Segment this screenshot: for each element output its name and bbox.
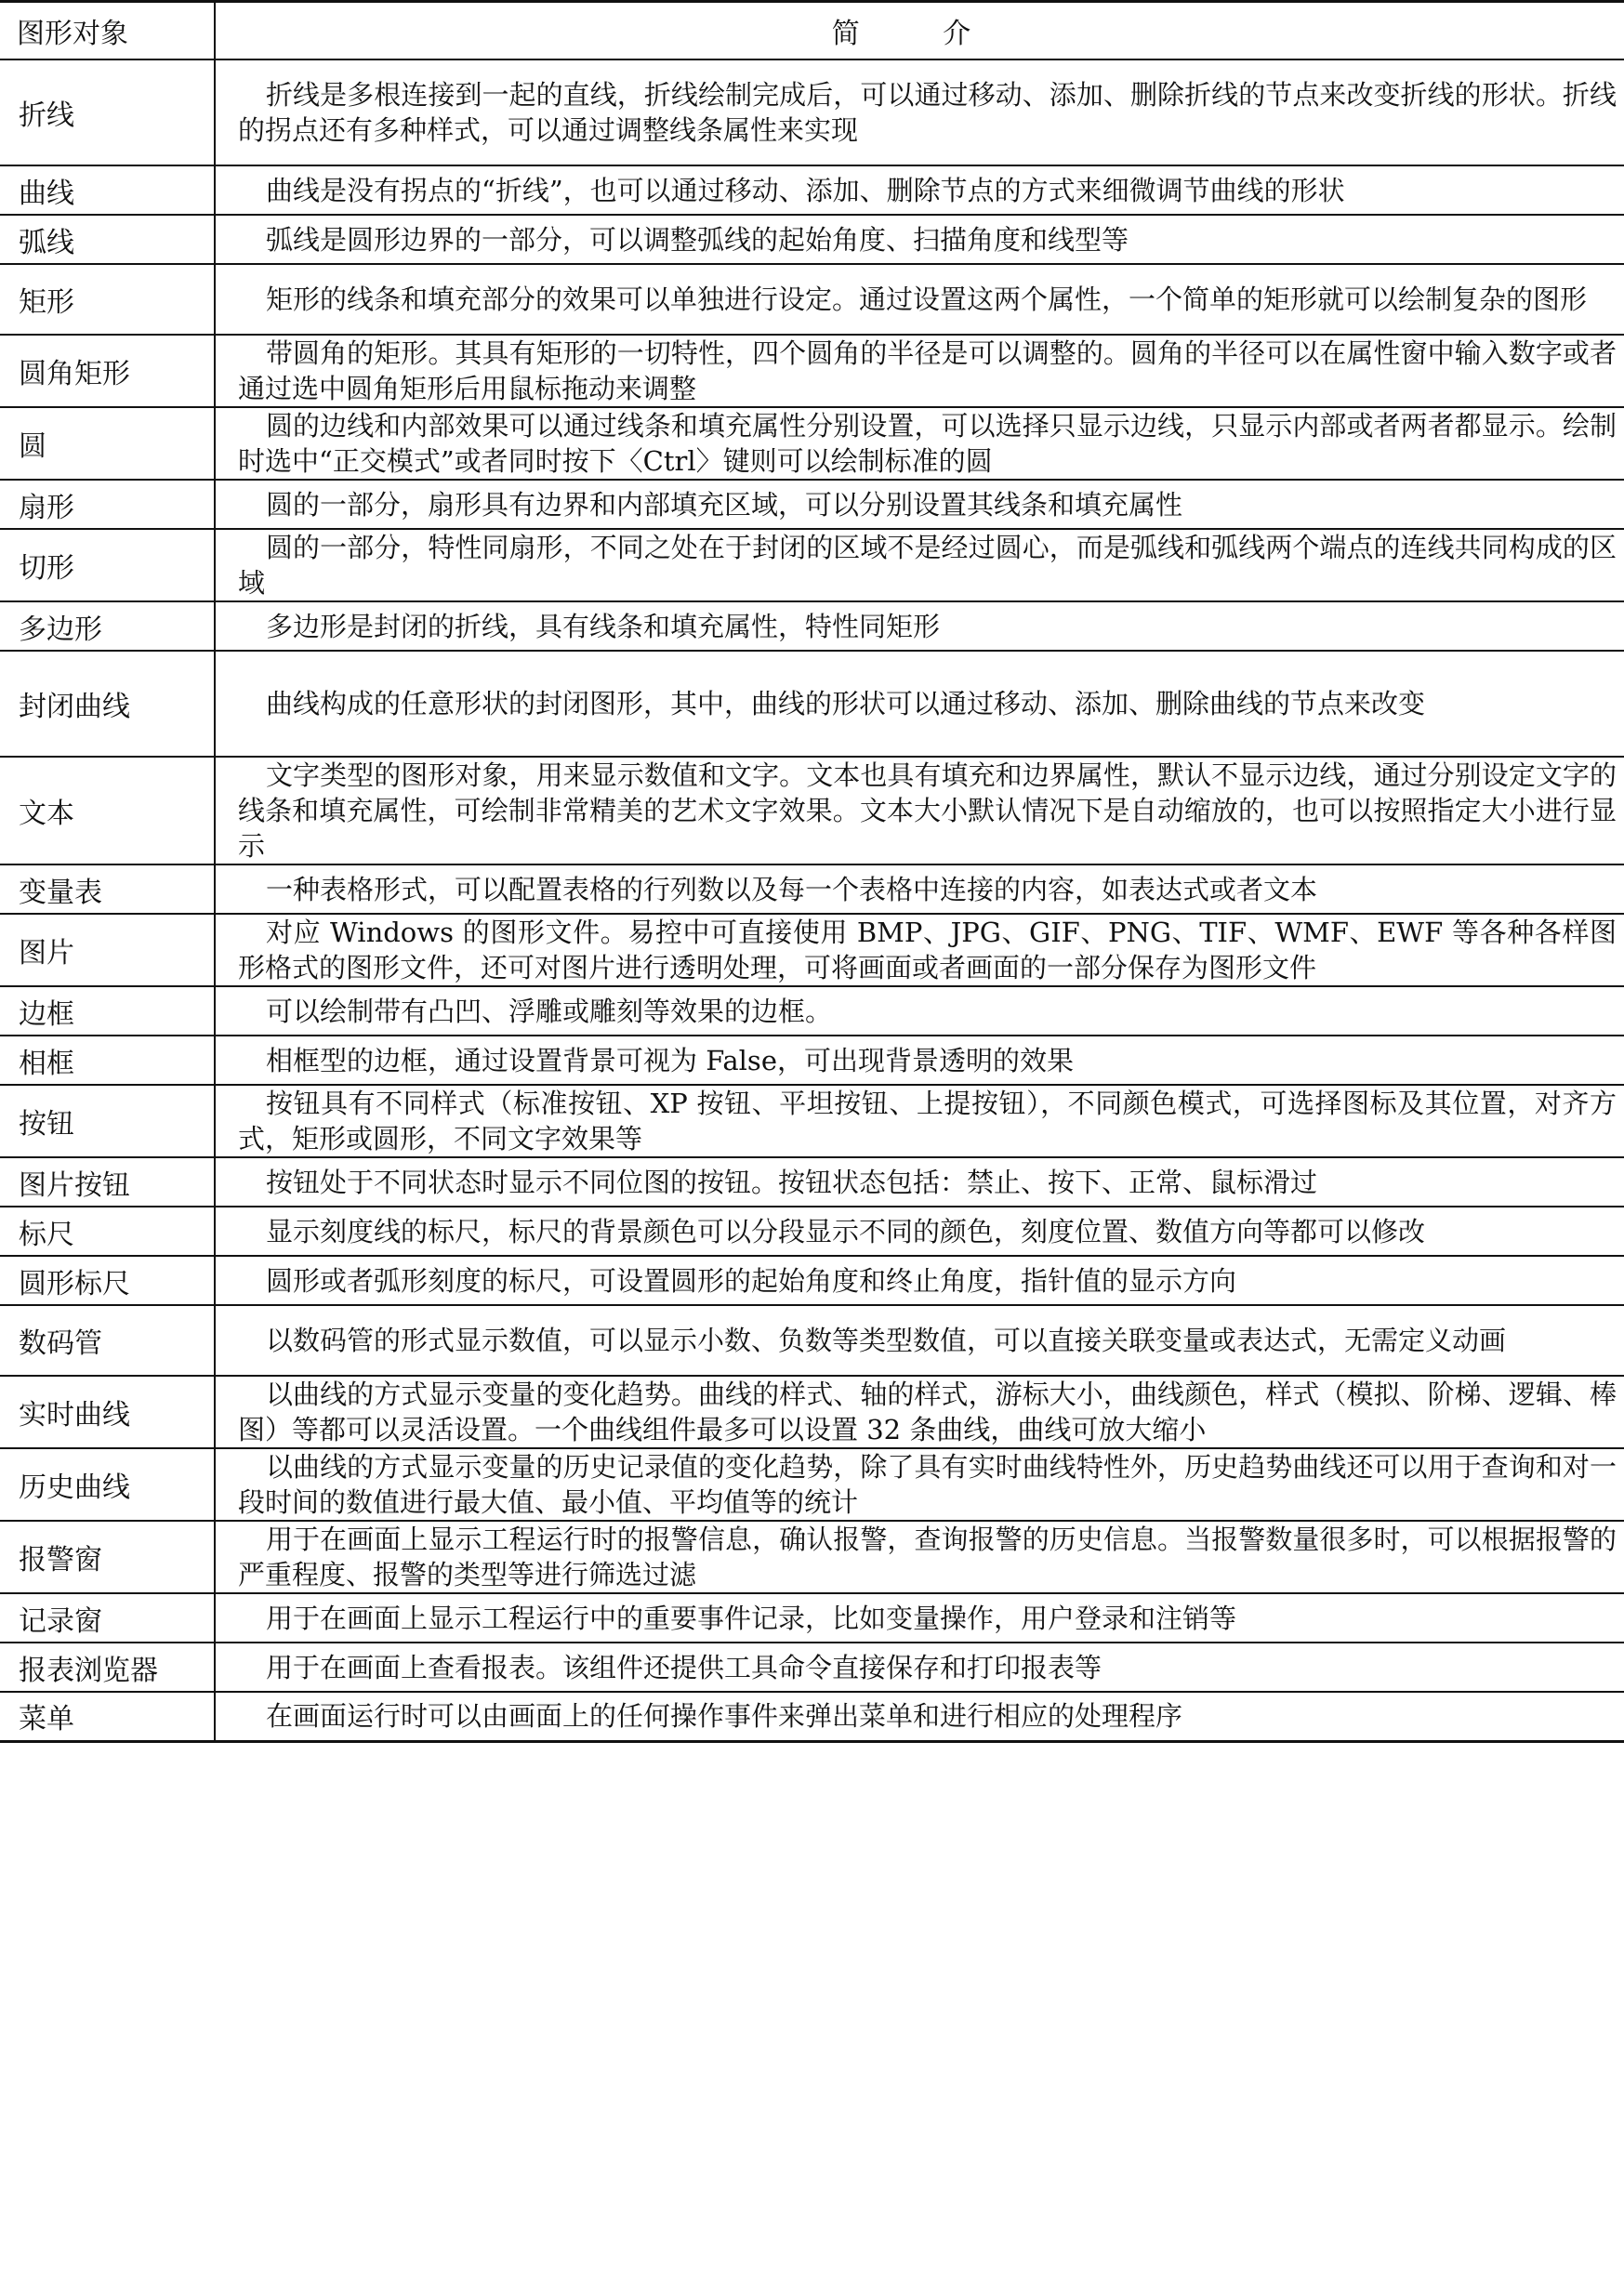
- table-row: [0, 651, 1624, 757]
- table-row: [0, 165, 1624, 215]
- object-description-cell: 折线是多根连接到一起的直线，折线绘制完成后，可以通过移动、添加、删除折线的节点来改变折线的形状。折线的拐点还有多种样式，可以通过调整线条属性来实现: [215, 59, 1624, 165]
- table-row: [0, 1376, 1624, 1448]
- table-row: [0, 1593, 1624, 1643]
- table-row: [0, 215, 1624, 264]
- object-name-cell: 矩形: [0, 264, 215, 335]
- object-name-cell: 图片: [0, 914, 215, 986]
- object-description-cell: 对应 Windows 的图形文件。易控中可直接使用 BMP、JPG、GIF、PNG、TIF、WMF、EWF 等各种各样图形格式的图形文件，还可对图片进行透明处理，可将画面或者画面的一部分保存为图形文件: [215, 914, 1624, 986]
- table-body: [0, 59, 1624, 1741]
- object-name-cell: 文本: [0, 757, 215, 864]
- object-description-cell: 弧线是圆形边界的一部分，可以调整弧线的起始角度、扫描角度和线型等: [215, 215, 1624, 264]
- object-description-cell: 曲线构成的任意形状的封闭图形，其中，曲线的形状可以通过移动、添加、删除曲线的节点来改变: [215, 651, 1624, 757]
- object-name-cell: 数码管: [0, 1305, 215, 1376]
- object-description-cell: 用于在画面上查看报表。该组件还提供工具命令直接保存和打印报表等: [215, 1643, 1624, 1692]
- object-name-cell: 圆角矩形: [0, 335, 215, 407]
- object-description-cell: 多边形是封闭的折线，具有线条和填充属性，特性同矩形: [215, 601, 1624, 651]
- object-name-cell: 记录窗: [0, 1593, 215, 1643]
- object-description-cell: 一种表格形式，可以配置表格的行列数以及每一个表格中连接的内容，如表达式或者文本: [215, 864, 1624, 914]
- table-row: [0, 1085, 1624, 1157]
- object-name-cell: 报警窗: [0, 1521, 215, 1593]
- table-row: [0, 1643, 1624, 1692]
- object-description-cell: 圆的一部分，特性同扇形，不同之处在于封闭的区域不是经过圆心，而是弧线和弧线两个端点的连线共同构成的区域: [215, 529, 1624, 601]
- object-name-cell: 折线: [0, 59, 215, 165]
- object-name-cell: 变量表: [0, 864, 215, 914]
- object-description-cell: 文字类型的图形对象，用来显示数值和文字。文本也具有填充和边界属性，默认不显示边线，通过分别设定文字的线条和填充属性，可绘制非常精美的艺术文字效果。文本大小默认情况下是自动缩放的，也可以按照指定大小进行显示: [215, 757, 1624, 864]
- table-row: [0, 529, 1624, 601]
- object-name-cell: 菜单: [0, 1692, 215, 1741]
- object-name-cell: 图片按钮: [0, 1157, 215, 1207]
- object-description-cell: 可以绘制带有凸凹、浮雕或雕刻等效果的边框。: [215, 986, 1624, 1036]
- table-row: [0, 1207, 1624, 1256]
- object-name-cell: 圆: [0, 407, 215, 480]
- object-description-cell: 圆的边线和内部效果可以通过线条和填充属性分别设置，可以选择只显示边线，只显示内部或者两者都显示。绘制时选中“正交模式”或者同时按下〈Ctrl〉键则可以绘制标准的圆: [215, 407, 1624, 480]
- table-row: [0, 864, 1624, 914]
- object-name-cell: 实时曲线: [0, 1376, 215, 1448]
- table-row: [0, 914, 1624, 986]
- object-description-cell: 显示刻度线的标尺，标尺的背景颜色可以分段显示不同的颜色，刻度位置、数值方向等都可以修改: [215, 1207, 1624, 1256]
- table-header-row: [0, 2, 1624, 60]
- header-description: 简 介: [215, 2, 1624, 60]
- object-name-cell: 圆形标尺: [0, 1256, 215, 1305]
- table-row: [0, 407, 1624, 480]
- table-row: [0, 1448, 1624, 1521]
- table-row: [0, 264, 1624, 335]
- object-description-cell: 用于在画面上显示工程运行中的重要事件记录，比如变量操作，用户登录和注销等: [215, 1593, 1624, 1643]
- object-name-cell: 弧线: [0, 215, 215, 264]
- object-description-cell: 用于在画面上显示工程运行时的报警信息，确认报警，查询报警的历史信息。当报警数量很多时，可以根据报警的严重程度、报警的类型等进行筛选过滤: [215, 1521, 1624, 1593]
- table-row: [0, 480, 1624, 529]
- header-graphic-object: 图形对象: [0, 2, 215, 60]
- table-row: [0, 1692, 1624, 1741]
- object-description-cell: 圆的一部分，扇形具有边界和内部填充区域，可以分别设置其线条和填充属性: [215, 480, 1624, 529]
- object-description-cell: 以曲线的方式显示变量的变化趋势。曲线的样式、轴的样式，游标大小，曲线颜色，样式（模拟、阶梯、逻辑、棒图）等都可以灵活设置。一个曲线组件最多可以设置 32 条曲线，曲线可放大缩小: [215, 1376, 1624, 1448]
- object-name-cell: 按钮: [0, 1085, 215, 1157]
- table-row: [0, 1036, 1624, 1085]
- object-description-cell: 曲线是没有拐点的“折线”，也可以通过移动、添加、删除节点的方式来细微调节曲线的形状: [215, 165, 1624, 215]
- object-description-cell: 按钮具有不同样式（标准按钮、XP 按钮、平坦按钮、上提按钮），不同颜色模式，可选择图标及其位置，对齐方式，矩形或圆形，不同文字效果等: [215, 1085, 1624, 1157]
- object-description-cell: 圆形或者弧形刻度的标尺，可设置圆形的起始角度和终止角度，指针值的显示方向: [215, 1256, 1624, 1305]
- object-name-cell: 切形: [0, 529, 215, 601]
- object-name-cell: 封闭曲线: [0, 651, 215, 757]
- object-name-cell: 曲线: [0, 165, 215, 215]
- object-name-cell: 标尺: [0, 1207, 215, 1256]
- table-row: [0, 986, 1624, 1036]
- table-row: [0, 1256, 1624, 1305]
- table-row: [0, 601, 1624, 651]
- table-row: [0, 335, 1624, 407]
- table-row: [0, 1305, 1624, 1376]
- table-row: [0, 59, 1624, 165]
- object-name-cell: 多边形: [0, 601, 215, 651]
- object-name-cell: 报表浏览器: [0, 1643, 215, 1692]
- table-row: [0, 1157, 1624, 1207]
- object-name-cell: 边框: [0, 986, 215, 1036]
- table-row: [0, 757, 1624, 864]
- object-description-cell: 以曲线的方式显示变量的历史记录值的变化趋势，除了具有实时曲线特性外，历史趋势曲线还可以用于查询和对一段时间的数值进行最大值、最小值、平均值等的统计: [215, 1448, 1624, 1521]
- object-description-cell: 以数码管的形式显示数值，可以显示小数、负数等类型数值，可以直接关联变量或表达式，无需定义动画: [215, 1305, 1624, 1376]
- object-description-cell: 在画面运行时可以由画面上的任何操作事件来弹出菜单和进行相应的处理程序: [215, 1692, 1624, 1741]
- table-row: [0, 1521, 1624, 1593]
- object-description-cell: 按钮处于不同状态时显示不同位图的按钮。按钮状态包括：禁止、按下、正常、鼠标滑过: [215, 1157, 1624, 1207]
- object-description-cell: 带圆角的矩形。其具有矩形的一切特性，四个圆角的半径是可以调整的。圆角的半径可以在属性窗中输入数字或者通过选中圆角矩形后用鼠标拖动来调整: [215, 335, 1624, 407]
- object-description-cell: 相框型的边框，通过设置背景可视为 False，可出现背景透明的效果: [215, 1036, 1624, 1085]
- object-name-cell: 历史曲线: [0, 1448, 215, 1521]
- object-name-cell: 扇形: [0, 480, 215, 529]
- object-name-cell: 相框: [0, 1036, 215, 1085]
- object-description-cell: 矩形的线条和填充部分的效果可以单独进行设定。通过设置这两个属性，一个简单的矩形就可以绘制复杂的图形: [215, 264, 1624, 335]
